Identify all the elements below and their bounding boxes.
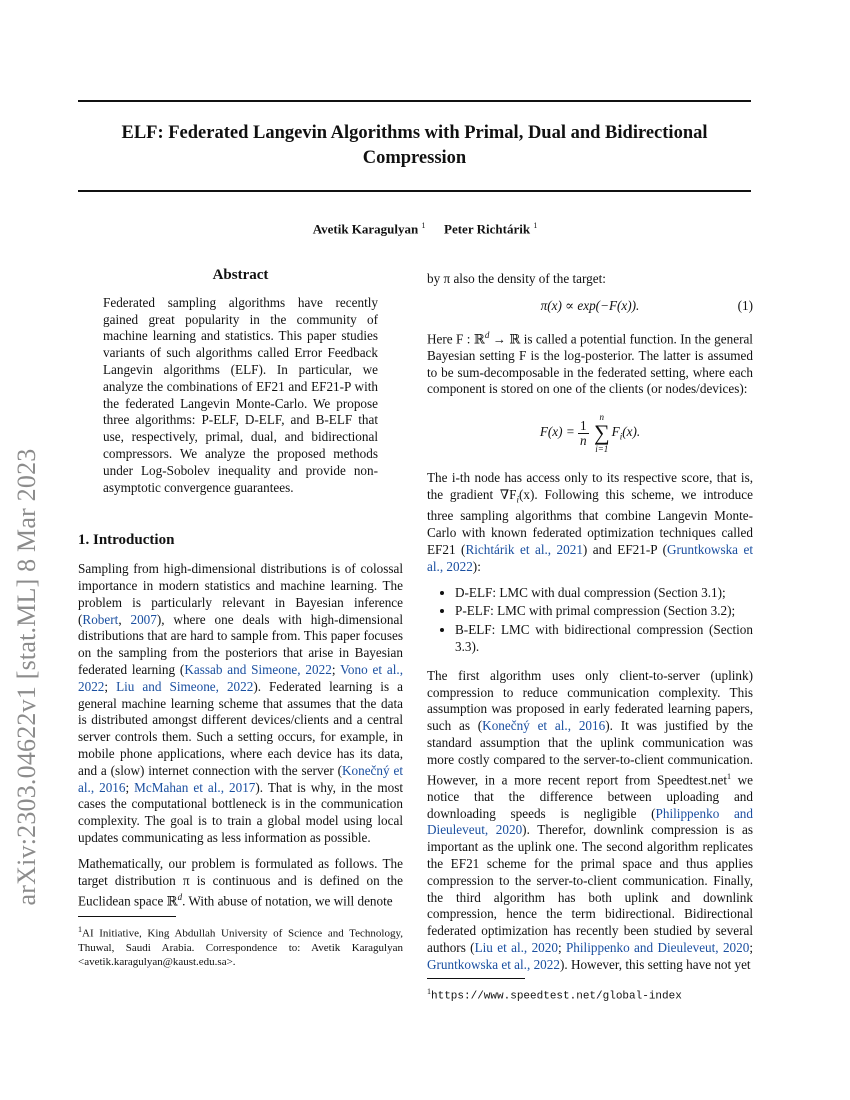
superscript: d	[484, 329, 490, 340]
citation-link[interactable]: Philippenko and Dieuleveut, 2020	[427, 805, 753, 838]
text-run: (x). Following this scheme, we introduce three sampling algorithms that combine Langevin Monte-Carlo with known federated optimization techniques called EF21 (	[427, 486, 753, 557]
superscript: d	[177, 892, 183, 903]
title-rule-top	[78, 100, 751, 102]
sum-symbol: ∑	[593, 420, 610, 446]
text-run: ;	[104, 678, 117, 694]
right-paragraph-0: by π also the density of the target:	[427, 271, 606, 286]
arxiv-stamp-text: arXiv:2303.04622v1 [stat.ML] 8 Mar 2023	[12, 448, 41, 906]
summation-operator	[594, 412, 610, 454]
abstract-heading: Abstract	[212, 267, 269, 283]
author-affiliation-mark: 1	[533, 221, 538, 230]
equation-1	[427, 298, 753, 315]
text-run: ,	[118, 611, 131, 627]
text-run: ). That is why, in the most cases the computational bottleneck is in the communication complexity. The goal is to train a global model using local updates communicating as less information as possible.	[78, 779, 403, 845]
right-paragraph-3	[427, 668, 753, 974]
author-name: Peter Richtárik	[444, 221, 531, 237]
footnote-affiliation	[78, 916, 403, 969]
equation-rhs-end: (x).	[622, 424, 641, 440]
text-run: we notice that the difference between uploading and downloading speeds is negligible (	[427, 771, 753, 821]
text-run: ). It was justified by the standard assumption that the uplink communication was more costly compared to the server-to-client communication. However, in a more recent report from Speedtest.net	[427, 718, 753, 787]
right-column	[427, 271, 753, 983]
citation-link[interactable]: Philippenko and Dieuleveut, 2020	[565, 939, 750, 955]
footnote-mark: 1	[427, 987, 431, 996]
text-run: Mathematically, our problem is formulated as follows. The target distribution π is continuous and is defined on the Euclidean space ℝ	[78, 855, 403, 909]
footnote-mark: 1	[726, 771, 731, 781]
text-run: ;	[749, 939, 754, 955]
text-run: Here F : ℝ	[427, 330, 485, 346]
text-run: Sampling from high-dimensional distributions is of colossal importance in modern statistics and machine learning. The problem is particularly relevant in Bayesian inference (	[78, 561, 403, 627]
footnote-divider	[427, 978, 525, 979]
citation-link[interactable]: Liu et al., 2020	[474, 939, 558, 955]
equation-number: (1)	[737, 297, 753, 313]
right-paragraph-2	[427, 470, 753, 575]
author-name: Avetik Karagulyan	[312, 221, 419, 237]
author-affiliation-mark: 1	[421, 221, 426, 230]
list-item: • P-ELF: LMC with primal compression (Section 3.2);	[455, 603, 753, 620]
text-run: . With abuse of notation, we will denote	[182, 893, 393, 909]
intro-paragraph-1	[78, 561, 403, 847]
citation-link[interactable]: Liu and Simeone, 2022	[116, 678, 254, 694]
fraction	[578, 419, 589, 448]
section-heading-introduction: 1. Introduction	[78, 532, 175, 549]
citation-link[interactable]: Kassab and Simeone, 2022	[184, 661, 332, 677]
footnote-url-link[interactable]: https://www.speedtest.net/global-index	[431, 990, 682, 1003]
equation-2	[427, 412, 753, 454]
right-paragraph-1	[427, 327, 753, 399]
citation-link[interactable]: Konečný et al., 2016	[78, 762, 403, 795]
text-run: The i-th node has access only to its respective score, that is, the gradient ∇F	[427, 470, 753, 502]
arxiv-identifier-stamp	[0, 0, 60, 1100]
abstract-body: Federated sampling algorithms have recently gained great popularity in the community of machine learning and statistics. This paper studies variants of such algorithms called Error Feedback Langevin algorithms (ELF). In particular, we analyze the combinations of EF21 and EF21-P with the federated Langevin Monte-Carlo. We propose three algorithms: P-ELF, D-ELF, and B-ELF that use, respectively, primal, dual, and bidirectional compressors. We analyze the proposed methods under Log-Sobolev inequality and provide non-asymptotic convergence guarantees.	[103, 294, 378, 495]
author-list	[0, 221, 850, 237]
citation-link[interactable]: Robert	[82, 611, 119, 627]
paper-title: ELF: Federated Langevin Algorithms with Primal, Dual and Bidirectional Compression	[121, 123, 708, 168]
citation-link[interactable]: Gruntkowska et al., 2022	[427, 956, 560, 972]
list-item: • D-ELF: LMC with dual compression (Section 3.1);	[455, 585, 753, 602]
footnote-divider	[78, 916, 176, 917]
text-run: ). Federated learning is a general machine learning scheme that assumes that the data is distributed amongst different devices/clients and a central server controls them. Such a setting occurs, for example, in mobile phone applications, where each device has its data, and a (slow) internet connection with the server (	[78, 678, 403, 778]
citation-link[interactable]: Richtárik et al., 2021	[465, 542, 583, 557]
text-run: ). Therefor, downlink compression is as important as the uplink one. The second algorithm replicates the EF21 scheme for the primal space and thus applies compression to the server-to-client communication. Finally, the third algorithm has both uplink and downlink compression, hence the term bidirectional. Bidirectional federated optimization has recently been studied by several authors (	[427, 822, 753, 955]
text-run: ;	[331, 661, 341, 677]
citation-link[interactable]: Gruntkowska et al., 2022	[427, 542, 754, 574]
equation-lhs: F(x) =	[539, 424, 575, 440]
sum-lower-limit: i=1	[595, 444, 609, 455]
algorithm-list	[427, 585, 753, 656]
footnote-text: AI Initiative, King Abdullah University of Science and Technology, Thuwal, Saudi Arabia. Correspondence to: Avetik Karagulyan <avetik.karagulyan@kaust.edu.sa>.	[78, 927, 403, 968]
footnote-url	[427, 978, 753, 1004]
intro-paragraph-2	[78, 856, 403, 911]
text-run: ;	[557, 939, 566, 955]
citation-link[interactable]: Konečný et al., 2016	[482, 718, 606, 734]
sum-upper-limit: n	[599, 412, 605, 423]
text-run: ) and EF21-P (	[582, 542, 667, 557]
text-run: ), where one deals with high-dimensional distributions that are hard to sample from. This paper focuses on the sampling from the posteriors that arise in Bayesian federated learning (	[78, 611, 403, 677]
equation-body: π(x) ∝ exp(−F(x)).	[540, 297, 640, 313]
text-run: ;	[125, 779, 135, 795]
text-run: → ℝ is called a potential function. In the general Bayesian setting F is the log-posterior. The latter is assumed to be sum-decomposable in the federated setting, where each component is stored on one of the clients (or nodes/devices):	[427, 330, 753, 397]
text-run: ). However, this setting have not yet	[559, 956, 751, 972]
subscript: i	[619, 431, 623, 442]
list-item: • B-ELF: LMC with bidirectional compression (Section 3.3).	[455, 622, 753, 656]
citation-link[interactable]: McMahan et al., 2017	[134, 779, 256, 795]
text-run: ):	[472, 558, 481, 574]
equation-rhs: F	[611, 424, 620, 440]
citation-link[interactable]: 2007	[130, 611, 157, 627]
fraction-denominator: n	[580, 432, 587, 448]
citation-link[interactable]: Vono et al., 2022	[78, 661, 403, 694]
title-rule-bottom	[78, 190, 751, 192]
left-column	[78, 267, 403, 919]
text-run: The first algorithm uses only client-to-server (uplink) compression to reduce communication complexity. This assumption was proposed in early federated learning papers, such as (	[427, 667, 753, 734]
footnote-mark: 1	[78, 925, 82, 934]
fraction-numerator: 1	[580, 417, 587, 433]
subscript: i	[516, 494, 519, 505]
